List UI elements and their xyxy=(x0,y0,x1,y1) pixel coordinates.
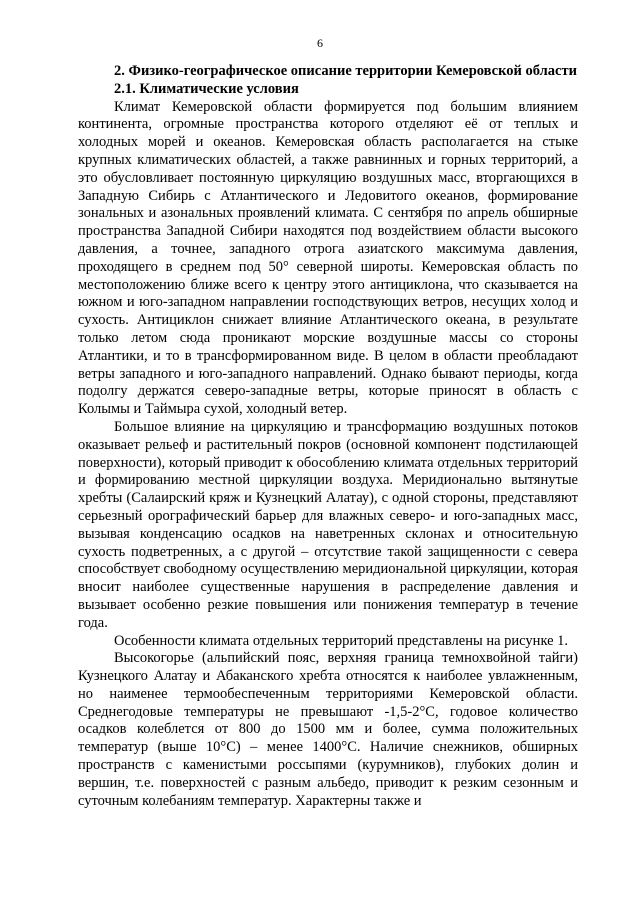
page-content xyxy=(78,63,578,810)
subsection-heading: 2.1. Климатические условия xyxy=(114,80,299,97)
paragraph-relief-influence: Большое влияние на циркуляцию и трансформацию воздушных потоков оказывает рельеф и растительный покров (основной компонент подстилающей поверхности), который приводит к обособлению климата отдельных территорий и формированию местной циркуляции воздуха. Меридионально вытянутые хребты (Салаирский кряж и Кузнецкий Алатау), с одной стороны, представляют серьезный орографический барьер для влажных северо- и юго-западных масс, вызывая конденсацию осадков на наветренных склонах и относительную сухость подветренных, а с другой – отсутствие такой защищенности с севера способствует свободному осуществлению меридиональной циркуляции, которая вносит наиболее существенные нарушения в распределение давления и вызывает особенно резкие повышения или понижения температур в течение года. xyxy=(78,418,578,631)
paragraph-figure-reference: Особенности климата отдельных территорий представлены на рисунке 1. xyxy=(114,632,569,649)
section-heading: 2. Физико-географическое описание территории Кемеровской области xyxy=(114,63,577,79)
paragraph-highlands: Высокогорье (альпийский пояс, верхняя граница темнохвойной тайги) Кузнецкого Алатау и Абаканского хребта относятся к наиболее увлажненным, но наименее термообеспеченным территориями Кемеровской области. Среднегодовые температуры не превышают -1,5-2°С, годовое количество осадков колеблется от 800 до 1500 мм и более, сумма положительных температур (выше 10°С) – менее 1400°С. Наличие снежников, обширных пространств с каменистыми россыпями (курумников), глубоких долин и вершин, т.е. поверхностей с разным альбедо, приводит к резким сезонным и суточным колебаниям температур. Характерны также и xyxy=(78,650,578,809)
page-number: 6 xyxy=(317,36,323,50)
paragraph-climate-overview: Климат Кемеровской области формируется под большим влиянием континента, огромные пространства которого отделяют её от теплых и холодных морей и океанов. Кемеровская область располагается на стыке крупных климатических областей, а также равнинных и горных территорий, а это обусловливает постоянную циркуляцию воздушных масс, вторгающихся в Западную Сибирь с Атлантического и Ледовитого океанов, формирование зональных и азональных проявлений климата. С сентября по апрель обширные пространства Западной Сибири находятся под воздействием области высокого давления, а точнее, западного отрога азиатского максимума давления, проходящего в среднем под 50° северной широты. Кемеровская область по местоположению ближе всего к центру этого антициклона, что сказывается на южном и юго-западном направлении господствующих ветров, несущих холод и сухость. Антициклон снижает влияние Атлантического океана, в результате только летом сюда проникают морские воздушные массы со стороны Атлантики, и то в трансформированном виде. В целом в области преобладают ветры западного и юго-западного направлений. Однако бывают периоды, когда подолгу держатся северо-западные ветры, которые приносят в область с Колымы и Таймыра сухой, холодный ветер. xyxy=(78,98,578,418)
